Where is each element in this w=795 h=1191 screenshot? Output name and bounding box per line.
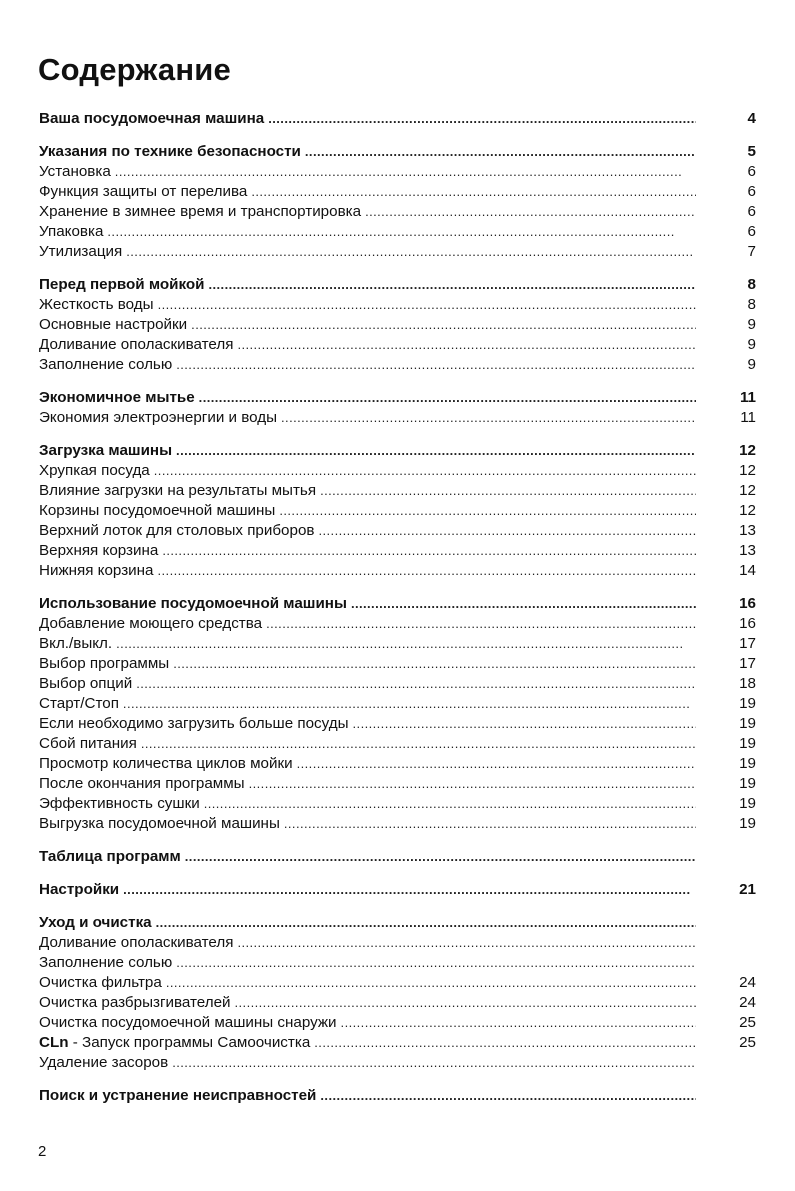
toc-entry-label: Упаковка [39,223,104,240]
toc-page-number: 13 [739,542,756,559]
toc-entry-label: Доливание ополаскивателя [39,934,234,951]
toc-entry-label: Влияние загрузки на результаты мытья [39,482,317,499]
dot-leader [123,694,696,714]
toc-entry-label: Выгрузка посудомоечной машины [39,815,280,832]
dot-leader [199,388,696,408]
toc-section-entry [39,913,756,933]
dot-leader [341,1013,696,1033]
toc-page-number: 9 [747,316,756,333]
table-of-contents [39,109,756,1106]
toc-page-number: 19 [739,795,756,812]
dot-leader [320,1086,696,1106]
dot-leader [365,202,696,222]
toc-entry [39,1013,756,1033]
dot-leader [318,521,696,541]
toc-entry [39,461,756,481]
dot-leader [284,814,696,834]
toc-entry [39,814,756,834]
toc-entry-label: Очистка посудомоечной машины снаружи [39,1014,337,1031]
toc-entry [39,561,756,581]
toc-entry [39,182,756,202]
toc-page-number: 9 [747,336,756,353]
toc-entry [39,408,756,428]
toc-entry [39,162,756,182]
toc-entry-label: Нижняя корзина [39,562,154,579]
toc-entry-label: Хрупкая посуда [39,462,150,479]
toc-entry-label: Добавление моющего средства [39,615,263,632]
dot-leader [176,953,696,973]
toc-entry-label: Указания по технике безопасности [39,143,301,160]
dot-leader [154,461,696,481]
dot-leader [115,162,696,182]
toc-entry-label: Использование посудомоечной машины [39,595,347,612]
toc-page-number: 17 [739,655,756,672]
toc-page-number: 8 [747,296,756,313]
dot-leader [185,847,696,867]
toc-entry [39,933,756,953]
toc-entry-label: Заполнение солью [39,356,173,373]
toc-section-entry [39,847,756,867]
dot-leader [116,634,696,654]
toc-entry-label: Утилизация [39,243,123,260]
toc-entry-label: Корзины посудомоечной машины [39,502,276,519]
toc-page-number: 18 [739,675,756,692]
toc-entry [39,754,756,774]
toc-entry [39,521,756,541]
toc-entry [39,774,756,794]
toc-entry-label: Верхний лоток для столовых приборов [39,522,315,539]
toc-section-entry [39,441,756,461]
toc-entry-label: Настройки [39,881,120,898]
toc-page-number: 16 [739,615,756,632]
dot-leader [173,654,696,674]
toc-page-number: 11 [739,389,756,406]
dot-leader [279,501,696,521]
toc-page-number: 12 [739,482,756,499]
toc-entry [39,634,756,654]
dot-leader [158,561,697,581]
dot-leader [172,1053,696,1073]
toc-entry-label: Выбор опций [39,675,133,692]
toc-entry [39,335,756,355]
dot-leader [176,355,696,375]
dot-leader [141,734,696,754]
toc-page-number: 19 [739,735,756,752]
toc-entry [39,541,756,561]
toc-page-number: 21 [739,881,756,898]
dot-leader [204,794,696,814]
toc-section-entry [39,109,756,129]
dot-leader [162,541,696,561]
dot-leader [281,408,696,428]
toc-page-number: 14 [739,562,756,579]
toc-entry-label: После окончания программы [39,775,245,792]
dot-leader [237,335,696,355]
toc-page-number: 17 [739,635,756,652]
toc-page-number: 5 [747,143,756,160]
toc-page-number: 19 [739,775,756,792]
toc-page-number: 6 [747,183,756,200]
toc-entry-label: Основные настройки [39,316,188,333]
toc-entry [39,734,756,754]
toc-entry-label: Экономичное мытье [39,389,195,406]
dot-leader [126,242,696,262]
toc-entry-label: Установка [39,163,111,180]
toc-entry-label: Заполнение солью [39,954,173,971]
dot-leader [249,774,696,794]
toc-entry [39,674,756,694]
toc-entry-label: Перед первой мойкой [39,276,205,293]
toc-section-entry [39,1086,756,1106]
dot-leader [136,674,696,694]
toc-page-number: 25 [739,1034,756,1051]
toc-entry-label: Эффективность сушки [39,795,200,812]
dot-leader [266,614,696,634]
toc-section-entry [39,275,756,295]
dot-leader [320,481,696,501]
toc-entry [39,1033,756,1053]
toc-entry [39,242,756,262]
dot-leader [305,142,696,162]
toc-entry-label: Таблица программ [39,848,181,865]
dot-leader [297,754,696,774]
dot-leader [166,973,696,993]
toc-entry-label: Хранение в зимнее время и транспортировка [39,203,362,220]
toc-entry-label: Удаление засоров [39,1054,169,1071]
dot-leader [314,1033,696,1053]
toc-entry-label: Уход и очистка [39,914,152,931]
toc-entry [39,355,756,375]
toc-page-number: 6 [747,203,756,220]
toc-entry [39,953,756,973]
toc-page-number: 6 [747,163,756,180]
toc-entry-label: Сбой питания [39,735,137,752]
toc-entry [39,614,756,634]
toc-entry-label: Жесткость воды [39,296,154,313]
toc-page-number: 24 [739,974,756,991]
dot-leader [176,441,696,461]
toc-page-number: 12 [739,442,756,459]
toc-entry-label: Верхняя корзина [39,542,159,559]
dot-leader [268,109,696,129]
dot-leader [208,275,696,295]
toc-page-number: 9 [747,356,756,373]
toc-entry [39,202,756,222]
dot-leader [353,714,696,734]
toc-entry [39,973,756,993]
dot-leader [351,594,696,614]
toc-entry-label: Вкл./выкл. [39,635,113,652]
page-number: 2 [38,1143,47,1160]
toc-entry [39,694,756,714]
toc-entry-label: Старт/Стоп [39,695,119,712]
dot-leader [235,993,697,1013]
toc-entry [39,993,756,1013]
toc-page-number: 6 [747,223,756,240]
toc-entry-label: Доливание ополаскивателя [39,336,234,353]
toc-entry-label: Очистка фильтра [39,974,162,991]
toc-page-number: 8 [747,276,756,293]
toc-page-number: 7 [747,243,756,260]
toc-entry-label: Просмотр количества циклов мойки [39,755,293,772]
toc-entry-label-text: - Запуск программы Самоочистка [68,1034,311,1051]
toc-page-number: 12 [739,462,756,479]
toc-page-number: 19 [739,815,756,832]
toc-page-number: 16 [739,595,756,612]
toc-page-number: 19 [739,755,756,772]
dot-leader [191,315,696,335]
dot-leader [237,933,696,953]
toc-entry [39,481,756,501]
dot-leader [158,295,696,315]
toc-section-entry [39,388,756,408]
toc-page-number: 11 [740,409,756,426]
toc-entry-label: Ваша посудомоечная машина [39,110,265,127]
toc-entry [39,222,756,242]
toc-section-entry [39,142,756,162]
toc-entry [39,501,756,521]
dot-leader [123,880,696,900]
toc-entry-label: Если необходимо загрузить больше посуды [39,715,349,732]
toc-page-number: 25 [739,1014,756,1031]
page-title: Содержание [38,52,231,87]
toc-entry [39,794,756,814]
toc-page-number: 13 [739,522,756,539]
toc-entry [39,714,756,734]
toc-entry-label: Загрузка машины [39,442,173,459]
toc-page-number: 19 [739,695,756,712]
toc-page-number: 4 [747,110,756,127]
toc-entry-label: Экономия электроэнергии и воды [39,409,278,426]
dot-leader [251,182,696,202]
dot-leader [107,222,696,242]
toc-section-entry [39,880,756,900]
toc-page-number: 19 [739,715,756,732]
toc-section-entry [39,594,756,614]
toc-entry-label: Функция защиты от перелива [39,183,248,200]
dot-leader [156,913,696,933]
toc-entry [39,295,756,315]
toc-page-number: 24 [739,994,756,1011]
toc-entry [39,1053,756,1073]
toc-entry-label: Выбор программы [39,655,170,672]
toc-entry-label [39,1033,314,1053]
toc-page-number: 12 [739,502,756,519]
toc-entry [39,315,756,335]
toc-entry-prefix: CLn [39,1034,69,1051]
toc-entry-label: Очистка разбрызгивателей [39,994,231,1011]
toc-entry [39,654,756,674]
toc-entry-label: Поиск и устранение неисправностей [39,1087,317,1104]
